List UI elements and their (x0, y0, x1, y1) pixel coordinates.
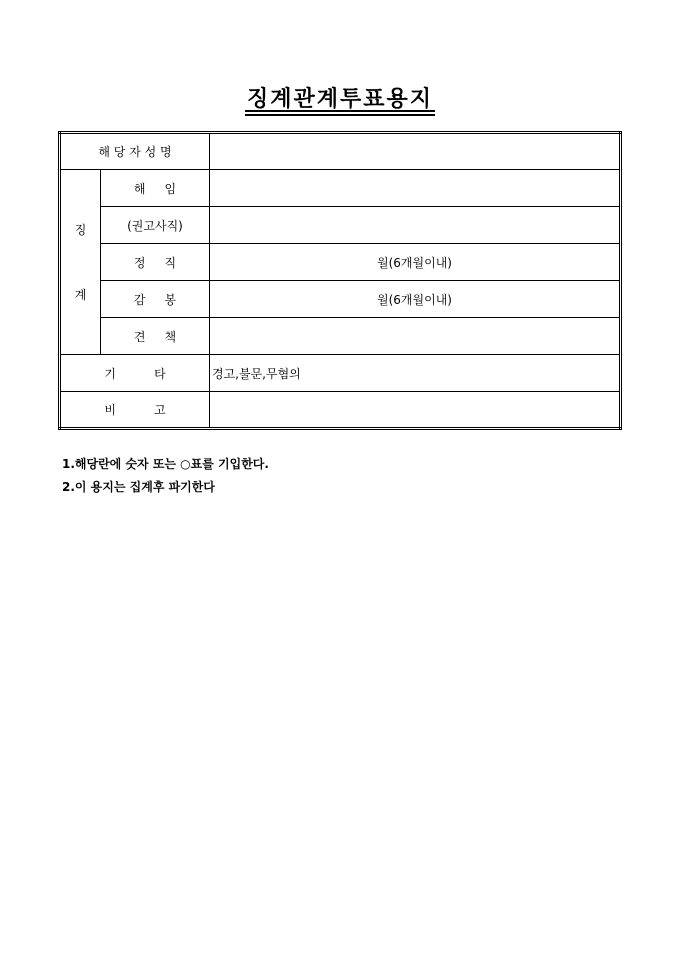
instruction-note-2: 2.이 용지는 집계후 파기한다 (62, 480, 215, 494)
other-label: 기 타 (60, 355, 210, 392)
table-row-dismissal (60, 170, 621, 207)
subject-name-label: 해 당 자 성 명 (60, 133, 210, 170)
table-row-suspension (60, 244, 621, 281)
subject-name-value[interactable] (210, 133, 621, 170)
table-row-reprimand (60, 318, 621, 355)
row-value-dismissal[interactable] (210, 170, 621, 207)
row-label-suspension: 정 직 (101, 244, 210, 281)
row-label-pay-cut: 감 봉 (101, 281, 210, 318)
row-value-suspension[interactable]: 월(6개월이내) (210, 244, 621, 281)
title-double-underline (245, 110, 435, 116)
discipline-label-top: 징 (74, 222, 87, 237)
table-row-recommended-resignation (60, 207, 621, 244)
row-label-recommended-resignation: (권고사직) (101, 207, 210, 244)
row-value-pay-cut[interactable]: 월(6개월이내) (210, 281, 621, 318)
form-title: 징계관계투표용지 (246, 86, 434, 112)
discipline-label-bottom: 계 (74, 288, 87, 303)
row-value-reprimand[interactable] (210, 318, 621, 355)
discipline-group-label (60, 170, 101, 355)
instruction-note-1: 1.해당란에 숫자 또는 ○표를 기입한다. (62, 457, 269, 471)
row-label-dismissal: 해 임 (101, 170, 210, 207)
row-label-reprimand: 견 책 (101, 318, 210, 355)
table-row-pay-cut (60, 281, 621, 318)
table-row-remarks (60, 392, 621, 429)
table-row-other (60, 355, 621, 392)
ballot-table (58, 131, 622, 430)
other-value[interactable]: 경고,불문,무혐의 (210, 355, 621, 392)
remarks-value[interactable] (210, 392, 621, 429)
instruction-notes (62, 453, 269, 499)
remarks-label: 비 고 (60, 392, 210, 429)
table-row-subject-name (60, 133, 621, 170)
row-value-recommended-resignation[interactable] (210, 207, 621, 244)
